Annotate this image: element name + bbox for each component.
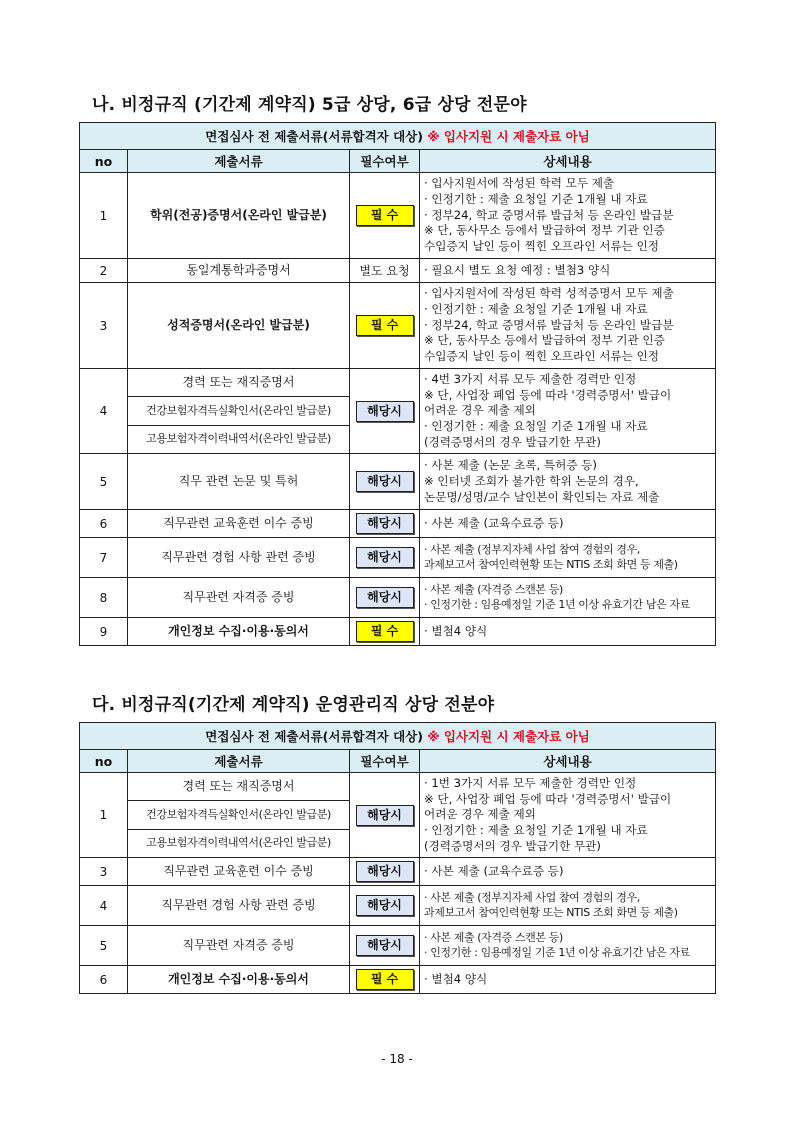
detail-line: 수입증지 날인 등이 찍힌 오프라인 서류는 인정 [424,348,659,363]
table-row [80,538,716,578]
detail-line: · 인정기한 : 제출 요청일 기준 1개월 내 자료 [424,302,648,317]
detail-line: · 사본 제출 (교육수료증 등) [424,863,564,878]
detail-line: · 인정기한 : 임용예정일 기준 1년 이상 유효기간 남은 자료 [424,945,690,959]
table-row [80,966,716,994]
detail-line: ※ 단, 동사무소 등에서 발급하여 정부 기관 인증 [424,333,665,348]
detail-cell [420,259,716,283]
doc-name: 고용보험자격이력내역서(온라인 발급분) [128,829,350,857]
table-row [80,858,716,886]
detail-cell [420,926,716,966]
table-row [80,283,716,369]
row-no: 4 [80,369,128,454]
conditional-badge: 해당시 [356,935,414,956]
row-no: 3 [80,858,128,886]
detail-cell [420,618,716,646]
header-doc: 제출서류 [128,750,350,773]
doc-name: 건강보험자격득실확인서(온라인 발급분) [128,801,350,829]
detail-line: 논문명/성명/교수 날인본이 확인되는 자료 제출 [424,489,660,504]
detail-line: (경력증명서의 경우 발급기한 무관) [424,434,601,449]
detail-line: · 별첨4 양식 [424,623,488,638]
document-table [79,122,716,646]
doc-name: 직무 관련 논문 및 특허 [128,454,350,510]
row-no: 6 [80,966,128,994]
detail-line: · 입사지원서에 작성된 학력 성적증명서 모두 제출 [424,286,674,301]
doc-name: 학위(전공)증명서(온라인 발급분) [128,173,350,259]
detail-line: · 입사지원서에 작성된 학력 모두 제출 [424,176,615,191]
conditional-badge: 해당시 [356,861,414,882]
conditional-badge: 해당시 [356,513,414,534]
detail-line: · 4번 3가지 서류 모두 제출한 경력만 인정 [424,372,637,386]
doc-name: 개인정보 수집·이용·동의서 [128,618,350,646]
detail-line: (경력증명서의 경우 발급기한 무관) [424,838,601,853]
detail-line: 과제보고서 참여인력현황 또는 NTIS 조회 화면 등 제출) [424,905,678,919]
doc-name: 직무관련 경험 사항 관련 증빙 [128,538,350,578]
detail-line: ※ 인터넷 조회가 불가한 학위 논문의 경우, [424,473,639,488]
conditional-badge: 해당시 [356,895,414,916]
doc-name: 개인정보 수집·이용·동의서 [128,966,350,994]
doc-name: 경력 또는 재직증명서 [128,369,350,397]
detail-line: · 정부24, 학교 증명서류 발급처 등 온라인 발급분 [424,207,674,222]
page-number: - 18 - [381,1052,413,1066]
detail-line: ※ 단, 사업장 폐업 등에 따라 '경력증명서' 발급이 [424,387,672,402]
table-row [80,259,716,283]
detail-line: · 사본 제출 (교육수료증 등) [424,515,564,530]
row-no: 9 [80,618,128,646]
table-row [80,926,716,966]
required-badge: 필 수 [356,969,414,990]
detail-line: ※ 단, 사업장 폐업 등에 따라 '경력증명서' 발급이 [424,791,672,806]
document-table [79,722,716,994]
banner-text: 면접심사 전 제출서류(서류합격자 대상) [205,729,423,744]
doc-name: 건강보험자격득실확인서(온라인 발급분) [128,397,350,425]
detail-line: · 정부24, 학교 증명서류 발급처 등 온라인 발급분 [424,317,674,332]
row-no: 1 [80,773,128,858]
section-title: 다. 비정규직(기간제 계약직) 운영관리직 상당 전분야 [92,695,495,715]
header-detail: 상세내용 [420,750,716,773]
detail-line: 어려운 경우 제출 제외 [424,807,536,822]
detail-line: ※ 단, 동사무소 등에서 발급하여 정부 기관 인증 [424,223,665,238]
detail-cell [420,578,716,618]
header-detail: 상세내용 [420,150,716,173]
table-row [80,173,716,259]
header-req: 필수여부 [350,150,420,173]
doc-name: 직무관련 교육훈련 이수 증빙 [128,858,350,886]
conditional-badge: 해당시 [356,805,414,826]
detail-line: 과제보고서 참여인력현황 또는 NTIS 조회 화면 등 제출) [424,557,678,571]
required-text: 별도 요청 [350,259,420,283]
table-row [80,773,716,801]
detail-cell [420,173,716,259]
detail-line: · 사본 제출 (자격증 스캔본 등) [424,930,563,944]
detail-line: · 인정기한 : 제출 요청일 기준 1개월 내 자료 [424,822,648,837]
row-no: 6 [80,510,128,538]
table-row [80,369,716,397]
doc-name: 직무관련 자격증 증빙 [128,578,350,618]
header-no: no [80,150,128,173]
table-row [80,454,716,510]
table-row [80,510,716,538]
row-no: 3 [80,283,128,369]
detail-cell [420,886,716,926]
detail-cell [420,966,716,994]
required-badge: 필 수 [356,621,414,642]
table-row [80,578,716,618]
detail-cell [420,454,716,510]
detail-cell [420,510,716,538]
conditional-badge: 해당시 [356,471,414,492]
required-badge: 필 수 [356,205,414,226]
doc-name: 고용보험자격이력내역서(온라인 발급분) [128,425,350,453]
row-no: 7 [80,538,128,578]
detail-cell [420,538,716,578]
conditional-badge: 해당시 [356,587,414,608]
table-banner [80,123,716,150]
detail-line: · 사본 제출 (자격증 스캔본 등) [424,582,563,596]
conditional-badge: 해당시 [356,401,414,422]
detail-line: · 사본 제출 (논문 초록, 특허증 등) [424,458,597,473]
required-badge: 필 수 [356,315,414,336]
section-title: 나. 비정규직 (기간제 계약직) 5급 상당, 6급 상당 전문야 [92,95,527,115]
detail-line: · 인정기한 : 제출 요청일 기준 1개월 내 자료 [424,192,648,207]
detail-line: · 인정기한 : 제출 요청일 기준 1개월 내 자료 [424,418,648,433]
detail-line: 수입증지 날인 등이 찍힌 오프라인 서류는 인정 [424,238,659,253]
row-no: 5 [80,926,128,966]
banner-note: ※ 입사지원 시 제출자료 아님 [427,129,590,144]
doc-name: 동일계통학과증명서 [128,259,350,283]
row-no: 4 [80,886,128,926]
detail-line: · 별첨4 양식 [424,971,488,986]
banner-text: 면접심사 전 제출서류(서류합격자 대상) [205,129,423,144]
detail-cell [420,858,716,886]
detail-cell [420,283,716,369]
table-banner [80,723,716,750]
row-no: 2 [80,259,128,283]
detail-line: 어려운 경우 제출 제외 [424,403,536,418]
doc-name: 경력 또는 재직증명서 [128,773,350,801]
header-req: 필수여부 [350,750,420,773]
detail-line: · 인정기한 : 임용예정일 기준 1년 이상 유효기간 남은 자료 [424,597,690,611]
detail-line: · 사본 제출 (정부지자체 사업 참여 경험의 경우, [424,890,640,904]
detail-line: · 1번 3가지 서류 모두 제출한 경력만 인정 [424,776,637,790]
table-row [80,886,716,926]
table-row [80,618,716,646]
doc-name: 직무관련 교육훈련 이수 증빙 [128,510,350,538]
doc-name: 직무관련 경험 사항 관련 증빙 [128,886,350,926]
doc-name: 성적증명서(온라인 발급분) [128,283,350,369]
doc-name: 직무관련 자격증 증빙 [128,926,350,966]
row-no: 5 [80,454,128,510]
row-no: 1 [80,173,128,259]
detail-cell [420,773,716,858]
detail-line: · 사본 제출 (정부지자체 사업 참여 경험의 경우, [424,542,640,556]
row-no: 8 [80,578,128,618]
conditional-badge: 해당시 [356,547,414,568]
banner-note: ※ 입사지원 시 제출자료 아님 [427,729,590,744]
header-doc: 제출서류 [128,150,350,173]
detail-line: · 필요시 별도 요청 예정 : 별첨3 양식 [424,262,611,277]
detail-cell [420,369,716,454]
header-no: no [80,750,128,773]
